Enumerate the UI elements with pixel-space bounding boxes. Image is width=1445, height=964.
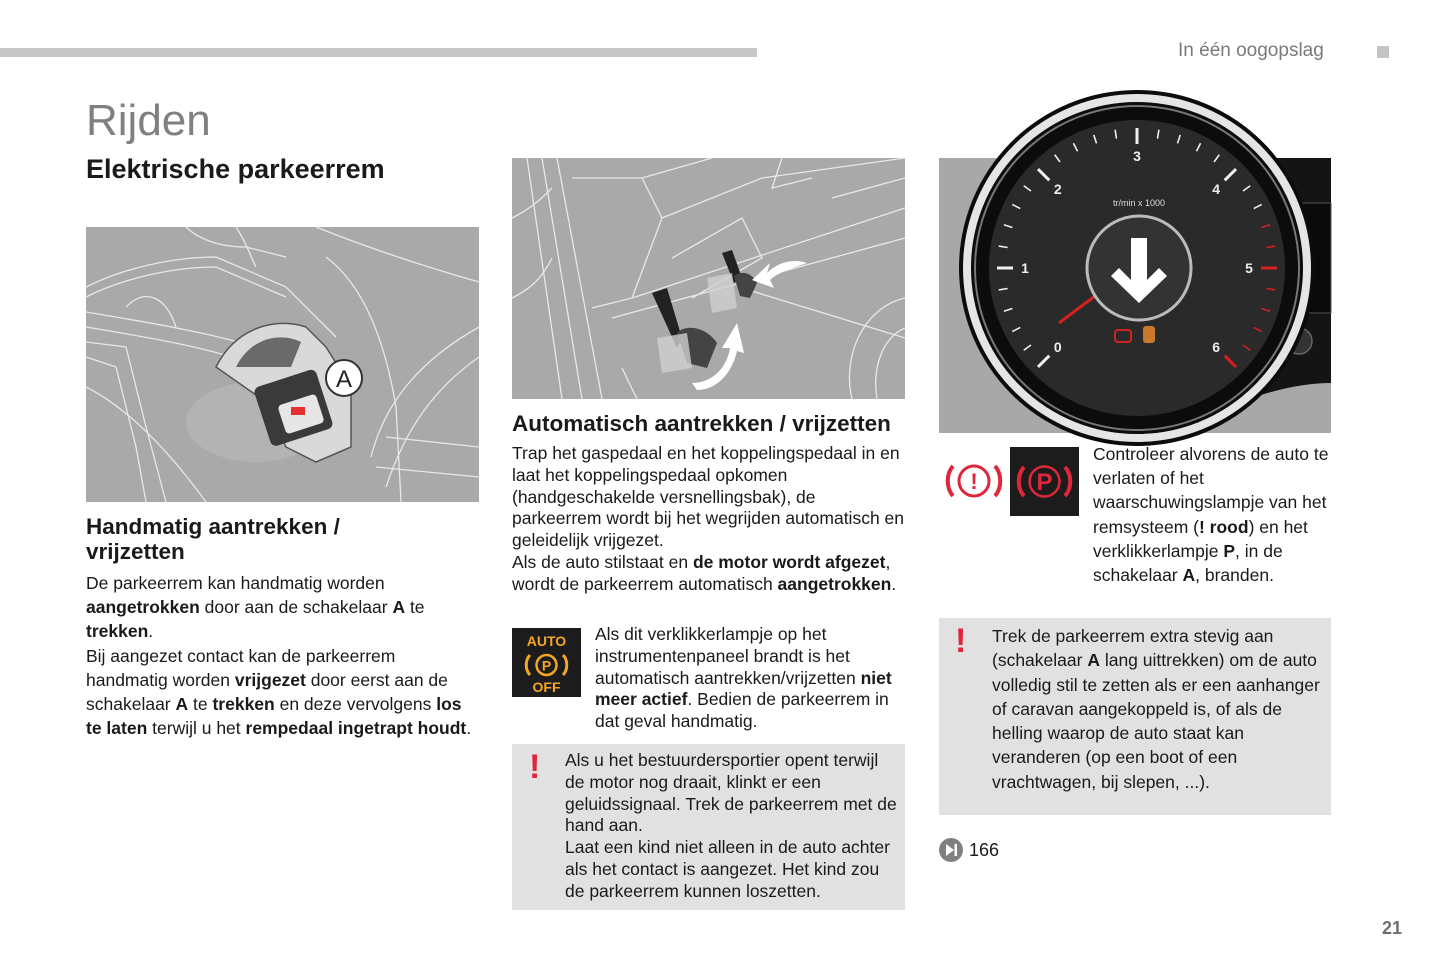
- tacho-tick-label: 2: [1053, 180, 1062, 197]
- emphasis-text: trekken: [212, 694, 275, 715]
- brake-system-warning-icon: [943, 448, 1005, 514]
- svg-text:OFF: OFF: [532, 679, 561, 695]
- text-run: Als de auto stilstaat en: [512, 551, 693, 572]
- text-run: Trek de parkeerrem extra stevig aan (schakelaar: [992, 626, 1274, 671]
- text-run: door aan de schakelaar: [199, 597, 393, 618]
- manual-heading: Handmatig aantrekken / vrijzetten: [86, 514, 340, 564]
- exclamation-icon: !: [529, 748, 541, 786]
- tacho-tick-label: 3: [1133, 148, 1141, 164]
- text-run: De parkeerrem kan handmatig worden: [86, 573, 385, 593]
- text-run: ) en het verklikkerlampje: [1093, 516, 1308, 561]
- svg-text:P: P: [1036, 469, 1053, 496]
- emphasis-text: A: [392, 597, 406, 618]
- text-run: en deze vervolgens: [274, 694, 437, 715]
- page-subtitle: Elektrische parkeerrem: [86, 154, 385, 184]
- page-number: 21: [1382, 918, 1403, 938]
- header-rule: [0, 48, 757, 57]
- switch-label-a: A: [335, 366, 353, 393]
- page-title: Rijden: [86, 96, 211, 145]
- exclamation-icon: !: [955, 622, 967, 660]
- emphasis-text: P: [1223, 540, 1235, 561]
- svg-text:P: P: [541, 657, 552, 674]
- emphasis-text: A: [1087, 650, 1100, 671]
- emphasis-text: A: [175, 694, 189, 715]
- parking-brake-p-icon: [1010, 447, 1079, 516]
- text-run: te: [188, 694, 213, 715]
- auto-paragraph: [512, 443, 905, 596]
- text-run: , wordt de parkeerrem automatisch: [512, 551, 891, 594]
- section-label: In één oogopslag: [1178, 40, 1324, 61]
- emphasis-text: niet meer actief: [595, 667, 892, 710]
- auto-heading: Automatisch aantrekken / vrijzetten: [512, 411, 891, 436]
- tacho-tick-label: 1: [1021, 260, 1029, 276]
- svg-text:!: !: [970, 469, 978, 494]
- brake-check-text: [1093, 442, 1333, 587]
- door-warning-text: Als u het bestuurdersportier opent terwijl de motor nog draait, klinkt er een geluidssignaal. Trek de parkeerrem met de hand aan. Laat een kind niet alleen in de auto achter als het contact is aangezet. Het kind zou de parkeerrem kunnen loszetten.: [565, 750, 897, 901]
- text-run: .: [891, 573, 897, 594]
- tacho-tick-label: 0: [1053, 339, 1062, 356]
- text-run: te: [405, 597, 425, 618]
- tacho-tick-label: 5: [1245, 260, 1253, 276]
- text-run: lang uittrekken) om de auto volledig stil te zetten als er een aanhanger of caravan aangekoppeld is, of als de helling waarop de auto staat kan veranderen (op een boot of een vrachtwagen, bij slepen, ...).: [992, 650, 1320, 792]
- emphasis-text: vrijgezet: [234, 669, 306, 690]
- emphasis-text: A: [1182, 565, 1196, 586]
- tacho-unit-label: tr/min x 1000: [1112, 198, 1166, 208]
- text-run: Controleer alvorens de auto te verlaten of het waarschuwingslampje van het remsysteem (: [1093, 444, 1329, 537]
- text-run: Trap het gaspedaal en het koppelingspedaal in en laat het koppelingspedaal opkomen (handgeschakelde versnellingsbak), de parkeerrem wordt bij het wegrijden automatisch en geleidelijk vrijgezet.: [512, 443, 904, 551]
- slope-warning-text: [992, 624, 1327, 794]
- parking-brake-switch-illustration: [86, 227, 479, 502]
- text-run: terwijl u het: [147, 718, 246, 739]
- next-page-icon: [939, 838, 963, 862]
- emphasis-text: ! rood: [1198, 516, 1249, 537]
- emphasis-text: rempedaal ingetrapt houdt: [245, 718, 467, 739]
- text-run: , branden.: [1195, 565, 1274, 586]
- text-run: .: [466, 718, 472, 739]
- text-run: , in de schakelaar: [1093, 540, 1283, 586]
- tacho-tick-label: 4: [1212, 180, 1221, 197]
- text-run: Als dit verklikkerlampje op het instrumentenpaneel brandt is het automatisch aantrekken/vrijzetten: [595, 624, 861, 688]
- page-reference-link[interactable]: [939, 838, 999, 862]
- tacho-tick-label: 6: [1212, 339, 1221, 356]
- emphasis-text: aangetrokken: [777, 573, 892, 594]
- auto-off-explanation: [595, 624, 905, 733]
- text-run: . Bedien de parkeerrem in dat geval handmatig.: [595, 689, 889, 732]
- emphasis-text: trekken: [86, 621, 149, 642]
- door-warning-box: [512, 744, 905, 910]
- slope-warning-box: [939, 618, 1331, 815]
- section-marker: [1377, 46, 1389, 58]
- pedals-illustration: [512, 158, 905, 399]
- auto-off-warning-light-icon: [512, 628, 581, 697]
- text-run: door eerst aan de schakelaar: [86, 669, 448, 715]
- reference-page-number: 166: [969, 839, 1000, 860]
- emphasis-text: los te laten: [86, 694, 462, 739]
- tachometer-illustration: [939, 148, 1331, 433]
- emphasis-text: aangetrokken: [86, 597, 200, 618]
- text-run: Bij aangezet contact kan de parkeerrem handmatig worden: [86, 645, 396, 690]
- svg-text:AUTO: AUTO: [526, 633, 567, 649]
- manual-paragraph: [86, 571, 478, 740]
- text-run: .: [148, 621, 154, 642]
- emphasis-text: de motor wordt afgezet: [692, 551, 886, 572]
